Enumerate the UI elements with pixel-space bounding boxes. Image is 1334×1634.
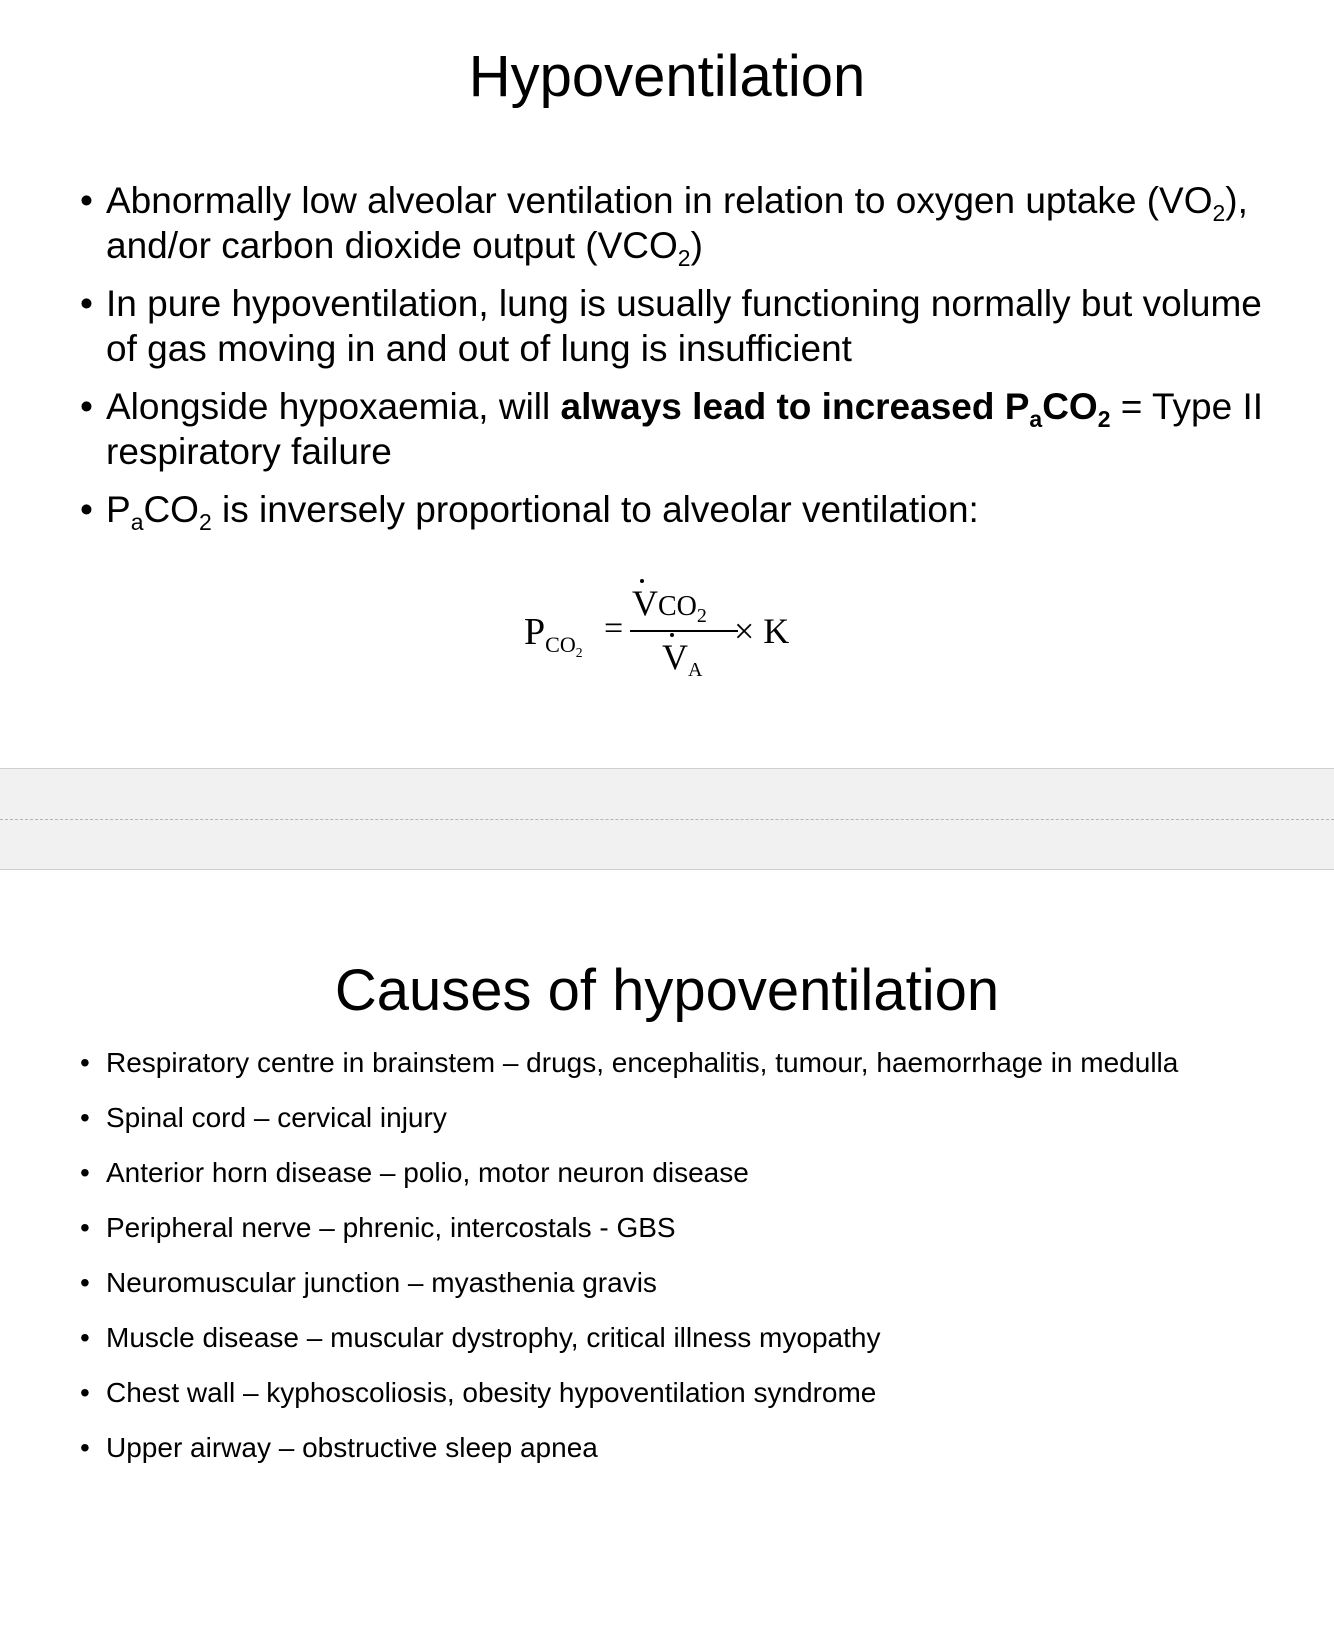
bullet-item: • Anterior horn disease – polio, motor neuron disease xyxy=(80,1156,1320,1190)
formula-denominator: $V_A$ xyxy=(662,637,703,681)
bullet-item: • In pure hypoventilation, lung is usually functioning normally but volume of gas moving in and out of lung is insufficient xyxy=(80,281,1300,371)
bullet-item: • Peripheral nerve – phrenic, intercostals - GBS xyxy=(80,1211,1320,1245)
slide-causes xyxy=(0,870,1334,1634)
formula-times-k: × K xyxy=(734,611,790,651)
bullet-item: • Chest wall – kyphoscoliosis, obesity hypoventilation syndrome xyxy=(80,1376,1320,1410)
bullet-list xyxy=(80,178,1300,545)
bullet-item: • Abnormally low alveolar ventilation in relation to oxygen uptake $(VO_2)$, and/or carbon dioxide output $(VCO_2)$ xyxy=(80,178,1300,268)
bullet-item: • $P_aCO_2$ is inversely proportional to alveolar ventilation: xyxy=(80,487,1300,532)
pco2-formula xyxy=(520,582,810,692)
bullet-item: • Neuromuscular junction – myasthenia gravis xyxy=(80,1266,1320,1300)
slide-hypoventilation xyxy=(0,0,1334,768)
slide-title: Causes of hypoventilation xyxy=(334,958,1000,1023)
bullet-item: • Alongside hypoxaemia, will always lead to increased $P_aCO_2$ = Type II respiratory failure xyxy=(80,384,1300,474)
formula-numerator: $VCO_2$ xyxy=(632,583,707,627)
bullet-item: • Muscle disease – muscular dystrophy, critical illness myopathy xyxy=(80,1321,1320,1355)
bullet-item: • Respiratory centre in brainstem – drugs, encephalitis, tumour, haemorrhage in medulla xyxy=(80,1046,1320,1080)
fraction-bar xyxy=(630,630,738,632)
bullet-list xyxy=(80,1046,1320,1486)
slide-title: Hypoventilation xyxy=(468,44,866,109)
formula-lhs: $P_{CO_2}$ xyxy=(524,611,583,660)
formula-equals: = xyxy=(604,610,624,647)
bullet-item: • Spinal cord – cervical injury xyxy=(80,1101,1320,1135)
slide-separator xyxy=(0,768,1334,870)
bullet-item: • Upper airway – obstructive sleep apnea xyxy=(80,1431,1320,1465)
